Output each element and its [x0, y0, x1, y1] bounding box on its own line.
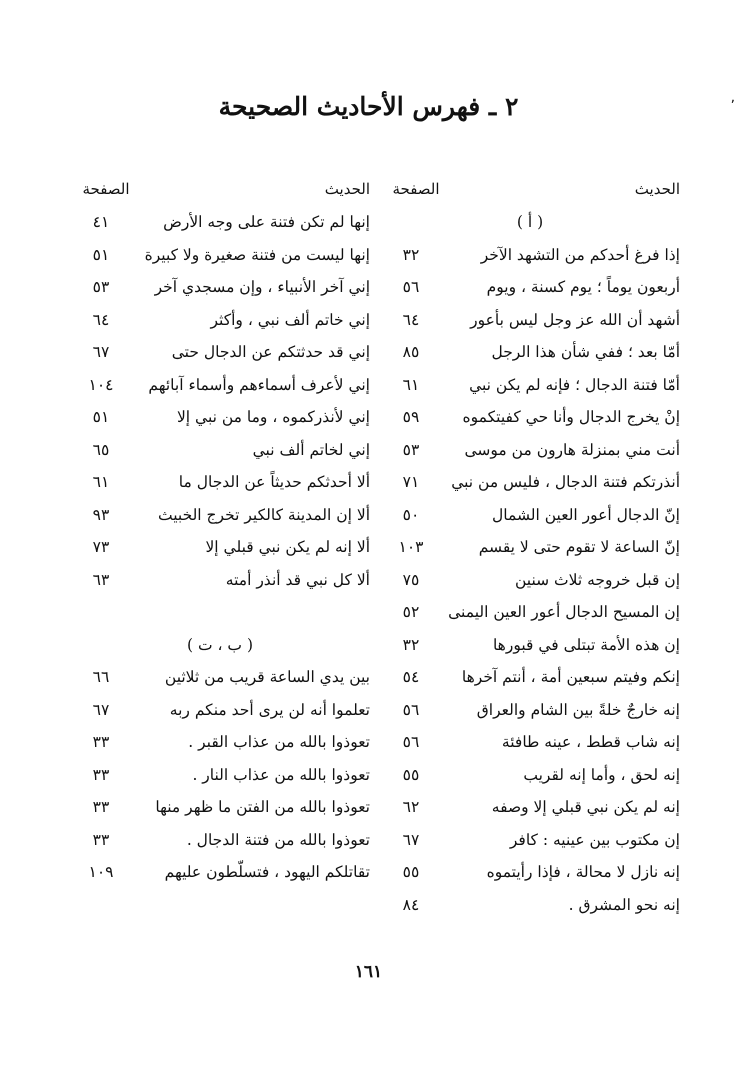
hadith-text: إني آخر الأنبياء ، وإن مسجدي آخر	[154, 278, 370, 296]
page-ref: ٦٣	[92, 570, 110, 589]
index-entry	[70, 466, 370, 499]
page-ref: ٣٣	[92, 733, 110, 751]
index-entry	[380, 661, 680, 694]
hadith-text: تعوذوا بالله من عذاب القبر .	[188, 733, 370, 751]
header-page: الصفحة	[82, 180, 130, 198]
index-entry	[380, 726, 680, 759]
hadith-text: تعوذوا بالله من الفتن ما ظهر منها	[155, 798, 370, 816]
hadith-text: تعوذوا بالله من فتنة الدجال .	[186, 830, 370, 849]
index-entry	[70, 531, 370, 564]
page-ref: ٦٦	[92, 668, 110, 686]
index-entry	[70, 759, 370, 792]
index-entry	[70, 401, 370, 434]
page-ref: ٦٤	[92, 310, 110, 329]
hadith-text: أمّا فتنة الدجال ؛ فإنه لم يكن نبي	[469, 375, 680, 394]
hadith-text: إنه نحو المشرق .	[568, 895, 680, 914]
page-ref: ٥٣	[402, 440, 420, 459]
page-ref: ٦١	[402, 375, 420, 394]
page-ref: ٥١	[92, 408, 110, 426]
hadith-text: ألا إنه لم يكن نبي قبلي إلا	[205, 538, 370, 556]
page-ref: ٧٣	[92, 538, 110, 556]
hadith-text: بين يدي الساعة قريب من ثلاثين	[164, 668, 370, 686]
hadith-text: إنه شاب قطط ، عينه طافئة	[501, 733, 680, 751]
index-entry	[70, 791, 370, 824]
page-ref: ٦١	[92, 473, 110, 491]
header-hadith: الحديث	[634, 180, 680, 198]
index-entry	[70, 369, 370, 402]
hadith-text: إنّ الدجال أعور العين الشمال	[492, 505, 680, 524]
hadith-text: تقاتلكم اليهود ، فتسلّطون عليهم	[164, 863, 370, 881]
hadith-text: أربعون يوماً ؛ يوم كسنة ، ويوم	[486, 278, 680, 296]
index-entry	[380, 401, 680, 434]
margin-mark: ٬	[730, 98, 735, 114]
index-entry	[70, 694, 370, 727]
hadith-text: إن المسيح الدجال أعور العين اليمنى	[448, 603, 680, 621]
index-entry	[380, 629, 680, 662]
hadith-text: ألا إن المدينة كالكير تخرج الخبيث	[158, 505, 370, 524]
index-entry	[70, 206, 370, 239]
page-ref: ٣٣	[92, 765, 110, 784]
index-entry	[380, 791, 680, 824]
page-number: ١٦١	[354, 962, 383, 982]
page-ref: ٥٢	[402, 603, 420, 621]
index-rows	[380, 206, 680, 921]
page-ref: ٦٥	[92, 440, 110, 459]
hadith-text: ألا أحدثكم حديثاً عن الدجال ما	[178, 473, 370, 491]
page-ref: ٨٥	[402, 343, 420, 361]
index-entry	[380, 694, 680, 727]
index-entry	[70, 661, 370, 694]
page-ref: ٥٦	[402, 700, 420, 719]
hadith-text: إنكم وفيتم سبعين أمة ، أنتم آخرها	[461, 668, 680, 686]
index-entry	[70, 856, 370, 889]
page-ref: ١٠٤	[88, 375, 114, 394]
hadith-text: إنْ يخرج الدجال وأنا حي كفيتكموه	[462, 408, 680, 426]
hadith-text: ألا كل نبي قد أنذر أمته	[225, 570, 370, 589]
page-ref: ٥٥	[402, 765, 420, 784]
hadith-text: إنه خارجٌ خلةً بين الشام والعراق	[476, 700, 680, 719]
index-entry	[70, 336, 370, 369]
hadith-text: تعوذوا بالله من عذاب النار .	[192, 765, 370, 784]
hadith-text: إنه لحق ، وأما إنه لقريب	[523, 765, 680, 784]
index-entry	[380, 434, 680, 467]
hadith-text: إنّ الساعة لا تقوم حتى لا يقسم	[478, 538, 680, 556]
page-ref: ٣٣	[92, 830, 110, 849]
hadith-text: إنها ليست من فتنة صغيرة ولا كبيرة	[144, 245, 370, 264]
page-ref: ٣٢	[402, 635, 420, 654]
page-ref: ٥٠	[402, 505, 420, 524]
index-entry	[70, 304, 370, 337]
page-ref: ٥٩	[402, 408, 420, 426]
page-ref: ٥٣	[92, 278, 110, 296]
page-ref: ٦٢	[402, 798, 420, 816]
section-heading	[380, 206, 680, 239]
index-entry	[70, 271, 370, 304]
page-ref: ٦٧	[92, 343, 110, 361]
hadith-text: إني لأنذركموه ، وما من نبي إلا	[176, 408, 370, 426]
page-ref: ٥٦	[402, 278, 420, 296]
index-column-left	[70, 180, 370, 881]
hadith-text: إني قد حدثتكم عن الدجال حتى	[171, 343, 370, 361]
page-ref: ٩٣	[92, 505, 110, 524]
hadith-text: أمّا بعد ؛ ففي شأن هذا الرجل	[491, 343, 680, 361]
hadith-text: إنه نازل لا محالة ، فإذا رأيتموه	[486, 863, 680, 881]
index-entry	[70, 824, 370, 857]
section-heading	[70, 629, 370, 662]
hadith-text: أنذرتكم فتنة الدجال ، فليس من نبي	[451, 473, 680, 491]
index-entry	[70, 239, 370, 272]
hadith-text: ( ب ، ت )	[187, 635, 253, 654]
index-entry	[380, 856, 680, 889]
page-ref: ١٠٣	[398, 538, 424, 556]
page-ref: ٥٥	[402, 863, 420, 881]
hadith-text: ( أ )	[516, 213, 544, 231]
hadith-text: أنت مني بمنزلة هارون من موسى	[464, 440, 680, 459]
index-entry	[70, 434, 370, 467]
index-entry	[380, 239, 680, 272]
index-entry	[380, 564, 680, 597]
page-ref: ٣٣	[92, 798, 110, 816]
index-entry	[70, 596, 370, 629]
index-column-right	[380, 180, 680, 914]
index-entry	[70, 564, 370, 597]
page-ref: ٧٥	[402, 570, 420, 589]
hadith-text: أشهد أن الله عز وجل ليس بأعور	[470, 310, 680, 329]
page-ref: ٦٧	[402, 830, 420, 849]
hadith-text: إنها لم تكن فتنة على وجه الأرض	[163, 213, 370, 231]
index-entry	[70, 499, 370, 532]
page-title: ٢ ـ فهرس الأحاديث الصحيحة	[218, 92, 519, 121]
page-ref: ٦٤	[402, 310, 420, 329]
index-entry	[380, 824, 680, 857]
page-ref: ٧١	[402, 473, 420, 491]
hadith-text: إن قبل خروجه ثلاث سنين	[514, 570, 680, 589]
hadith-text: إن مكتوب بين عينيه : كافر	[509, 830, 680, 849]
hadith-text: إني لخاتم ألف نبي	[252, 440, 370, 459]
index-entry	[380, 466, 680, 499]
index-entry	[70, 726, 370, 759]
page-ref: ١٠٩	[88, 863, 114, 881]
index-rows	[70, 206, 370, 889]
index-entry	[380, 596, 680, 629]
page-ref: ٣٢	[402, 245, 420, 264]
hadith-text: تعلموا أنه لن يرى أحد منكم ربه	[169, 700, 370, 719]
page-ref: ٥٦	[402, 733, 420, 751]
page-ref: ٥٤	[402, 668, 420, 686]
index-entry	[380, 304, 680, 337]
hadith-text: إني لأعرف أسماءهم وأسماء آبائهم	[148, 375, 370, 394]
index-entry	[380, 369, 680, 402]
index-entry	[380, 531, 680, 564]
page-ref: ٦٧	[92, 700, 110, 719]
index-entry	[380, 889, 680, 922]
header-page: الصفحة	[392, 180, 440, 198]
page-ref: ٤١	[92, 213, 110, 231]
hadith-text: إني خاتم ألف نبي ، وأكثر	[210, 310, 370, 329]
hadith-text: إنه لم يكن نبي قبلي إلا وصفه	[491, 798, 680, 816]
index-entry	[380, 499, 680, 532]
index-entry	[380, 271, 680, 304]
hadith-text: إذا فرغ أحدكم من التشهد الآخر	[480, 245, 680, 264]
hadith-text: إن هذه الأمة تبتلى في قبورها	[492, 635, 680, 654]
index-entry	[380, 336, 680, 369]
header-hadith: الحديث	[324, 180, 370, 198]
page-ref: ٨٤	[402, 895, 420, 914]
index-entry	[380, 759, 680, 792]
page-ref: ٥١	[92, 245, 110, 264]
